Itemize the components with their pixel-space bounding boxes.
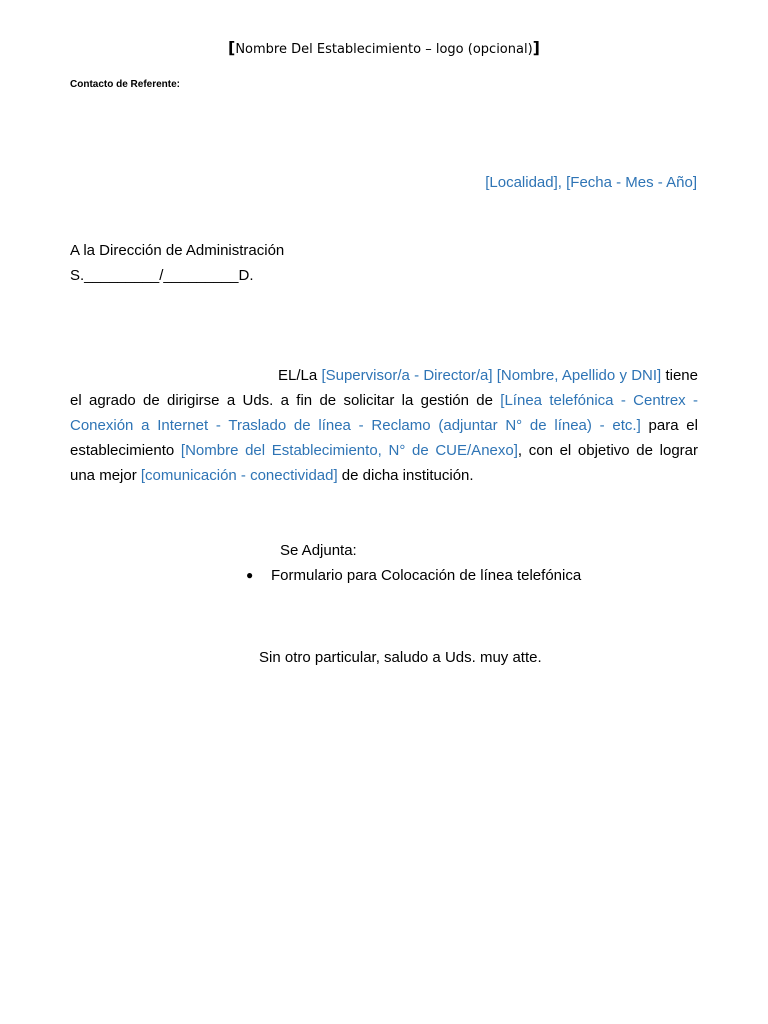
- bullet-icon: ●: [246, 568, 254, 582]
- closing-line: Sin otro particular, saludo a Uds. muy atte.: [259, 649, 542, 666]
- body-text-3: tiene el agrado de dirigirse a Uds. a fin de solicitar la gestión de: [70, 367, 698, 409]
- placeholder-name: [Nombre, Apellido y DNI]: [496, 367, 662, 384]
- establishment-header: [0, 38, 768, 57]
- body-text-1: EL/La: [278, 367, 322, 384]
- header-title-text: Nombre Del Establecimiento – logo (opcional): [235, 42, 533, 57]
- attachment-item-text: Formulario para Colocación de línea telefónica: [271, 567, 582, 584]
- recipient-block: [70, 238, 284, 288]
- header-bracket-open: [: [228, 38, 236, 57]
- placeholder-service: [Línea telefónica - Centrex - Conexión a Internet - Traslado de línea - Reclamo (adjuntar N° de línea) - etc.]: [70, 392, 698, 434]
- place-date-placeholder: [Localidad], [Fecha - Mes - Año]: [485, 174, 697, 191]
- recipient-line-1: A la Dirección de Administración: [70, 242, 285, 259]
- letter-body-paragraph: [70, 363, 698, 488]
- placeholder-objective: [comunicación - conectividad]: [140, 467, 338, 484]
- contact-label: Contacto de Referente:: [70, 79, 181, 90]
- body-text-6: de dicha institución.: [337, 467, 474, 484]
- attachments-label: Se Adjunta:: [280, 542, 357, 559]
- placeholder-establishment: [Nombre del Establecimiento, N° de CUE/Anexo]: [180, 442, 518, 459]
- attachment-list-item: [246, 567, 581, 584]
- body-text-4: para el establecimiento: [70, 417, 698, 459]
- body-text-5: , con el objetivo de lograr una mejor: [70, 442, 698, 484]
- recipient-line-2: S._________/_________D.: [70, 267, 254, 284]
- placeholder-role: [Supervisor/a - Director/a]: [321, 367, 493, 384]
- header-bracket-close: ]: [532, 38, 540, 57]
